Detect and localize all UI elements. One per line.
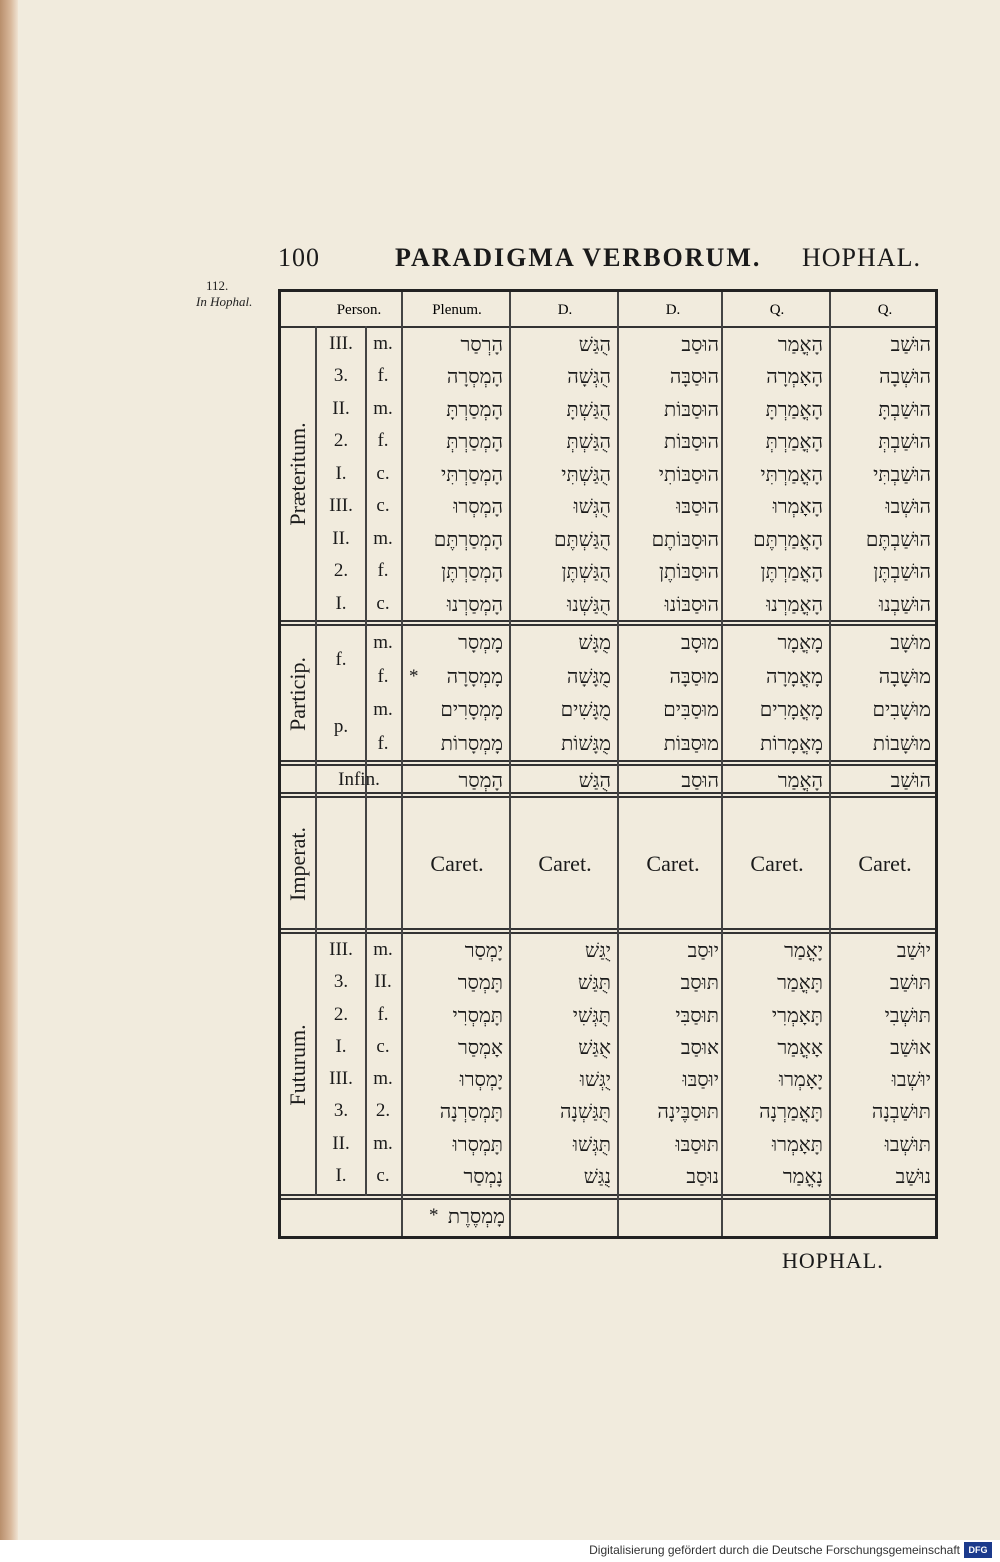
- futurum-cell: תֻּגַּשְׁנָה: [560, 1099, 611, 1124]
- section-title: HOPHAL.: [802, 243, 921, 272]
- participle-number: p.: [333, 715, 349, 737]
- person-number: II.: [332, 1132, 350, 1154]
- person-gender: f.: [377, 560, 389, 582]
- person-gender: m.: [373, 632, 393, 653]
- infinitive-cell: הֻגַּשׁ: [578, 768, 611, 792]
- praeteritum-cell: הוּסַב: [681, 332, 719, 356]
- futurum-cell: אָמְסַר: [457, 1034, 503, 1059]
- caret-cell: Caret.: [538, 851, 592, 876]
- col-head-q2: Q.: [877, 302, 893, 318]
- person-number: I.: [335, 462, 347, 484]
- praeteritum-cell: הֻגְּשָׁה: [567, 364, 611, 389]
- futurum-cell: יֻגְּשׁוּ: [579, 1067, 611, 1091]
- section-rule: [281, 1194, 935, 1196]
- infinitive-cell: הוּסַב: [681, 768, 719, 792]
- participium-cell: מָמְסָרָה: [446, 663, 503, 688]
- note-asterisk: *: [409, 665, 419, 687]
- participium-cell: מָמְסָר: [458, 630, 503, 654]
- participium-cell: מֻגָּשׁ: [578, 630, 611, 654]
- futurum-cell: תָּאֳמַר: [777, 970, 823, 995]
- futurum-cell: נָאֳמַר: [782, 1163, 823, 1188]
- futurum-cell: תָּמְסַרְנָה: [439, 1099, 503, 1124]
- participium-cell: מָמְסָרִים: [440, 697, 503, 721]
- person-gender: 2.: [375, 1100, 391, 1122]
- futurum-cell: יוּסַב: [687, 938, 719, 962]
- praeteritum-cell: הָאֳמַרְתָּ: [765, 396, 823, 421]
- praeteritum-cell: הֻגַּשְׁתֶּם: [554, 526, 611, 551]
- footer-text: Digitalisierung gefördert durch die Deutsche Forschungsgemeinschaft: [589, 1543, 960, 1557]
- person-number: I.: [335, 592, 347, 614]
- participium-cell: מָאֳמָרוֹת: [760, 730, 823, 755]
- futurum-cell: תָּמְסְרִי: [452, 1002, 503, 1027]
- futurum-cell: תּוּסַב: [680, 970, 719, 995]
- dfg-logo: DFG: [964, 1542, 992, 1558]
- praeteritum-cell: הֻגַּשְׁתֶּן: [561, 559, 611, 584]
- col-rule-person: [401, 292, 403, 1236]
- futurum-cell: תָּאָמְרוּ: [772, 1131, 823, 1156]
- person-number: 3.: [333, 1100, 349, 1122]
- person-number: 2.: [333, 1003, 349, 1025]
- infinitive-cell: הוּשַׁב: [890, 768, 931, 792]
- person-number: 3.: [333, 365, 349, 387]
- col-head-plenum: Plenum.: [432, 302, 482, 318]
- futurum-cell: יָאָמְרוּ: [778, 1067, 823, 1091]
- praeteritum-cell: הֻגַּשׁ: [578, 332, 611, 356]
- person-gender: m.: [373, 1132, 393, 1154]
- futurum-cell: יֻגַּשׁ: [584, 938, 611, 962]
- person-gender: m.: [373, 699, 393, 720]
- person-number: I.: [335, 1035, 347, 1057]
- person-gender: c.: [376, 592, 390, 614]
- futurum-cell: נֻגַּשׁ: [583, 1163, 611, 1188]
- infinitive-cell: הָאֳמַר: [777, 768, 823, 792]
- praeteritum-cell: הוּשַׁבְנוּ: [878, 591, 931, 616]
- participium-cell: מֻגָּשִׁים: [560, 697, 611, 721]
- page-number: 100: [278, 243, 320, 272]
- praeteritum-cell: הוּסַבּוּ: [676, 494, 719, 519]
- futurum-cell: אוּשַׁב: [890, 1034, 931, 1059]
- praeteritum-cell: הוּשַׁבְתֶּם: [865, 526, 931, 551]
- futurum-cell: אֻגַּשׁ: [578, 1034, 611, 1059]
- person-number: III.: [329, 939, 353, 960]
- col-rule-data: [509, 292, 511, 1236]
- praeteritum-cell: הָמְסַרְתָּ: [446, 396, 503, 421]
- book-spine: [0, 0, 18, 1540]
- person-gender: c.: [376, 1035, 390, 1057]
- caret-cell: Caret.: [430, 851, 484, 876]
- futurum-cell: תּוּסַבֶּינָה: [657, 1099, 719, 1124]
- participium-cell: מֻגָּשׁוֹת: [561, 730, 611, 755]
- futurum-cell: תּוּסַבּוּ: [675, 1131, 719, 1156]
- futurum-cell: תֻּגְּשׁוּ: [572, 1131, 611, 1156]
- participium-cell: מוּשָׁב: [890, 630, 931, 654]
- section-label-futurum: Futurum.: [285, 1024, 310, 1106]
- praeteritum-cell: הָאֳמַרְתִּי: [760, 461, 823, 486]
- praeteritum-cell: הוּסַבּוֹתִי: [658, 461, 719, 486]
- person-gender: m.: [373, 527, 393, 549]
- praeteritum-cell: הֻגְּשׁוּ: [573, 494, 611, 519]
- catchword: HOPHAL.: [782, 1248, 884, 1273]
- col-head-q1: Q.: [769, 302, 785, 318]
- futurum-cell: יָאֳמַר: [784, 938, 823, 962]
- praeteritum-cell: הָמְסְרָה: [446, 364, 503, 389]
- person-gender: c.: [376, 495, 390, 517]
- section-rule: [281, 1198, 935, 1200]
- futurum-cell: תָּאָמְרִי: [771, 1002, 823, 1027]
- person-gender: m.: [373, 333, 393, 354]
- person-number: II.: [332, 527, 350, 549]
- praeteritum-cell: הָרְסַר: [460, 332, 503, 356]
- futurum-cell: תּוּשְׁבוּ: [884, 1131, 931, 1156]
- footer-bar: [0, 1540, 1000, 1562]
- praeteritum-cell: הֻגַּשְׁנוּ: [567, 591, 611, 616]
- caret-cell: Caret.: [858, 851, 912, 876]
- futurum-cell: יוּסַבּוּ: [682, 1067, 719, 1091]
- futurum-cell: יָמְסַר: [464, 938, 503, 962]
- praeteritum-cell: הָמְסְרוּ: [453, 494, 503, 519]
- person-gender: c.: [376, 1164, 390, 1186]
- section-label-praeteritum: Præteritum.: [285, 422, 310, 526]
- section-rule: [281, 928, 935, 930]
- participium-cell: מֻגָּשָׁה: [566, 663, 611, 688]
- praeteritum-cell: הָמְסַרְתְּ: [446, 429, 503, 454]
- futurum-cell: תּוּשְׁבִי: [884, 1002, 931, 1027]
- praeteritum-cell: הוּסַבּוֹנוּ: [664, 591, 719, 616]
- note-form: מָמְסֶרֶת: [447, 1204, 505, 1228]
- futurum-cell: נוּסַב: [686, 1163, 719, 1188]
- participium-cell: מוּסַבִּים: [663, 697, 719, 721]
- person-gender: f.: [377, 365, 389, 387]
- participium-cell: מָאֳמָר: [777, 630, 823, 654]
- col-rule-section: [315, 326, 317, 1196]
- futurum-cell: תָּמְסְרוּ: [452, 1131, 503, 1156]
- participium-cell: מָמְסָרוֹת: [440, 730, 503, 755]
- margin-number: 112.: [206, 278, 229, 293]
- praeteritum-cell: הָמְסַרְתִּי: [440, 461, 503, 486]
- col-rule-data: [829, 292, 831, 1236]
- person-number: III.: [329, 495, 353, 517]
- paradigm-table: [278, 289, 938, 1239]
- person-gender: f.: [377, 430, 389, 452]
- futurum-cell: אָאֳמַר: [777, 1034, 823, 1059]
- infinitive-cell: הָמְסַר: [458, 768, 503, 792]
- person-gender: c.: [376, 462, 390, 484]
- col-head-d1: D.: [557, 302, 573, 318]
- person-number: 2.: [333, 430, 349, 452]
- participium-cell: מוּשָׁבִים: [872, 697, 931, 721]
- praeteritum-cell: הָאֳמַר: [777, 332, 823, 356]
- section-rule: [281, 796, 935, 798]
- person-number: 2.: [333, 560, 349, 582]
- section-label-infinitive: Infin.: [338, 769, 380, 790]
- praeteritum-cell: הוּשַׁב: [890, 332, 931, 356]
- praeteritum-cell: הָאֳמַרְנוּ: [766, 591, 823, 616]
- participle-number: f.: [335, 648, 347, 670]
- participium-cell: מָאֳמָרִים: [759, 697, 823, 721]
- person-number: III.: [329, 1068, 353, 1089]
- praeteritum-cell: הוּסַבּוֹת: [664, 396, 719, 421]
- praeteritum-cell: הֻגַּשְׁתָּ: [566, 396, 611, 421]
- praeteritum-cell: הֻגַּשְׁתְּ: [566, 429, 611, 454]
- praeteritum-cell: הוּשַׁבְתָּ: [878, 396, 931, 421]
- section-label-participium: Particip.: [285, 657, 310, 731]
- person-number: II.: [332, 397, 350, 419]
- note-asterisk: *: [429, 1205, 439, 1226]
- futurum-cell: תּוּשַׁבְנָה: [871, 1099, 931, 1124]
- futurum-cell: תֻּגְּשִׁי: [572, 1002, 611, 1027]
- praeteritum-cell: הוּשְׁבוּ: [885, 494, 931, 519]
- col-head-d2: D.: [665, 302, 681, 318]
- praeteritum-cell: הָאֳמַרְתֶּן: [760, 559, 823, 584]
- person-number: 3.: [333, 971, 349, 993]
- col-rule-data: [721, 292, 723, 1236]
- person-gender: f.: [377, 665, 389, 687]
- section-rule: [281, 760, 935, 762]
- praeteritum-cell: הָמְסַרְנוּ: [446, 591, 503, 616]
- futurum-cell: נָמְסַר: [463, 1163, 503, 1188]
- praeteritum-cell: הָאֳמַרְתֶּם: [753, 526, 823, 551]
- participium-cell: מוּשָׁבוֹת: [872, 730, 931, 755]
- futurum-cell: יוּשַׁב: [896, 938, 931, 962]
- participium-cell: מוּסַבָּה: [669, 663, 719, 688]
- section-label-imperative: Imperat.: [285, 827, 310, 901]
- futurum-cell: נוּשַׁב: [895, 1163, 931, 1188]
- praeteritum-cell: הוּשְׁבָה: [879, 364, 931, 389]
- caret-cell: Caret.: [750, 851, 804, 876]
- praeteritum-cell: הָמְסַרְתֶּן: [441, 559, 503, 584]
- praeteritum-cell: הוּשַׁבְתְּ: [878, 429, 931, 454]
- participium-cell: מוּשָׁבָה: [878, 663, 931, 688]
- col-rule-data: [617, 292, 619, 1236]
- participium-cell: מוּסָב: [681, 630, 719, 654]
- person-gender: m.: [373, 939, 393, 960]
- participium-cell: מָאֳמָרָה: [765, 663, 823, 688]
- praeteritum-cell: הוּשַׁבְתִּי: [873, 461, 931, 486]
- caret-cell: Caret.: [646, 851, 700, 876]
- praeteritum-cell: הָאֳמַרְתְּ: [765, 429, 823, 454]
- praeteritum-cell: הָמְסַרְתֶּם: [433, 526, 503, 551]
- futurum-cell: יוּשְׁבוּ: [891, 1067, 931, 1091]
- praeteritum-cell: הָאָמְרָה: [766, 364, 823, 389]
- participium-cell: מוּסַבּוֹת: [663, 730, 719, 755]
- futurum-cell: תָּמְסַר: [457, 970, 503, 995]
- person-number: III.: [329, 333, 353, 354]
- col-head-person: Person.: [336, 302, 382, 318]
- praeteritum-cell: הָאָמְרוּ: [772, 494, 823, 519]
- futurum-cell: תֻּגַּשׁ: [578, 970, 611, 995]
- person-gender: f.: [377, 1003, 389, 1025]
- person-number: I.: [335, 1164, 347, 1186]
- futurum-cell: תּוּסַבִּי: [675, 1002, 719, 1027]
- praeteritum-cell: הוּסַבּוֹת: [664, 429, 719, 454]
- margin-note: In Hophal.: [196, 294, 253, 309]
- praeteritum-cell: הוּסַבָּה: [669, 364, 719, 389]
- section-rule: [281, 620, 935, 622]
- futurum-cell: אוּסַב: [680, 1034, 719, 1059]
- futurum-cell: יָמְסְרוּ: [459, 1067, 503, 1091]
- person-gender: II.: [374, 971, 392, 993]
- page-title: PARADIGMA VERBORUM.: [395, 243, 762, 272]
- person-gender: m.: [373, 1068, 393, 1089]
- praeteritum-cell: הוּסַבּוֹתֶן: [658, 559, 719, 584]
- praeteritum-cell: הוּשַׁבְתֶּן: [873, 559, 931, 584]
- futurum-cell: תּוּשַׁב: [889, 970, 931, 995]
- praeteritum-cell: הֻגַּשְׁתִּי: [561, 461, 611, 486]
- person-gender: f.: [377, 732, 389, 754]
- futurum-cell: תָּאֳמַרְנָה: [759, 1099, 823, 1124]
- person-gender: m.: [373, 397, 393, 419]
- praeteritum-cell: הוּסַבּוֹתֶם: [651, 526, 719, 551]
